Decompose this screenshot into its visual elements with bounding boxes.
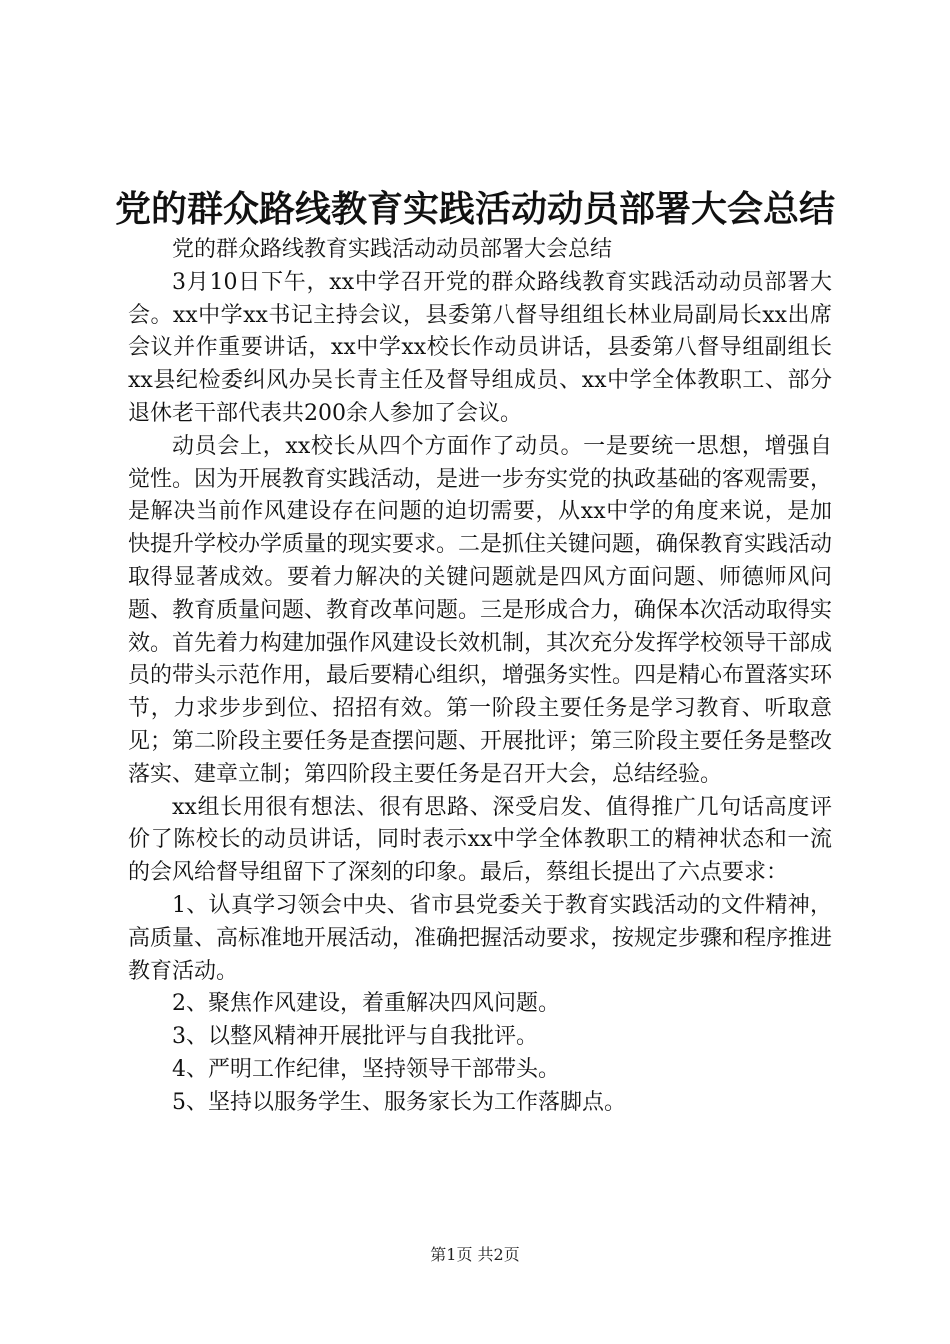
paragraph-meeting-intro: 3月10日下午，xx中学召开党的群众路线教育实践活动动员部署大会。xx中学xx书记主持会议，县委第八督导组组长林业局副局长xx出席会议并作重要讲话，xx中学xx校长作动员讲话，县委第八督导组副组长xx县纪检委纠风办吴长青主任及督导组成员、xx中学全体教职工、部分退休老干部代表共200余人参加了会议。 [128,269,832,426]
list-item-requirement-2: 2、聚焦作风建设，着重解决四风问题。 [172,991,560,1017]
list-item-requirement-3: 3、以整风精神开展批评与自我批评。 [172,1024,538,1050]
paragraph-principal-speech: 动员会上，xx校长从四个方面作了动员。一是要统一思想，增强自觉性。因为开展教育实践活动，是进一步夯实党的执政基础的客观需要，是解决当前作风建设存在问题的迫切需要，从xx中学的角度来说，是加快提升学校办学质量的现实要求。二是抓住关键问题，确保教育实践活动取得显著成效。要着力解决的关键问题就是四风方面问题、师德师风问题、教育质量问题、教育改革问题。三是形成合力，确保本次活动取得实效。首先着力构建加强作风建设长效机制，其次充分发挥学校领导干部成员的带头示范作用，最后要精心组织，增强务实性。四是精心布置落实环节，力求步步到位、招招有效。第一阶段主要任务是学习教育、听取意见；第二阶段主要任务是查摆问题、开展批评；第三阶段主要任务是整改落实、建章立制；第四阶段主要任务是召开大会，总结经验。 [128,433,833,787]
paragraph-subtitle: 党的群众路线教育实践活动动员部署大会总结 [172,237,613,262]
document-body [128,234,832,1120]
list-item-requirement-4: 4、严明工作纪律，坚持领导干部带头。 [172,1056,560,1082]
paragraph-group-leader-remarks: xx组长用很有想法、很有思路、深受启发、值得推广几句话高度评价了陈校长的动员讲话，同时表示xx中学全体教职工的精神状态和一流的会风给督导组留下了深刻的印象。最后，蔡组长提出了六点要求： [128,794,832,886]
page-footer: 第1页 共2页 [430,1245,520,1264]
list-item-requirement-1: 1、认真学习领会中央、省市县党委关于教育实践活动的文件精神，高质量、高标准地开展活动，准确把握活动要求，按规定步骤和程序推进教育活动。 [128,892,833,984]
document-title: 党的群众路线教育实践活动动员部署大会总结 [114,189,835,230]
list-item-requirement-5: 5、坚持以服务学生、服务家长为工作落脚点。 [172,1089,626,1115]
